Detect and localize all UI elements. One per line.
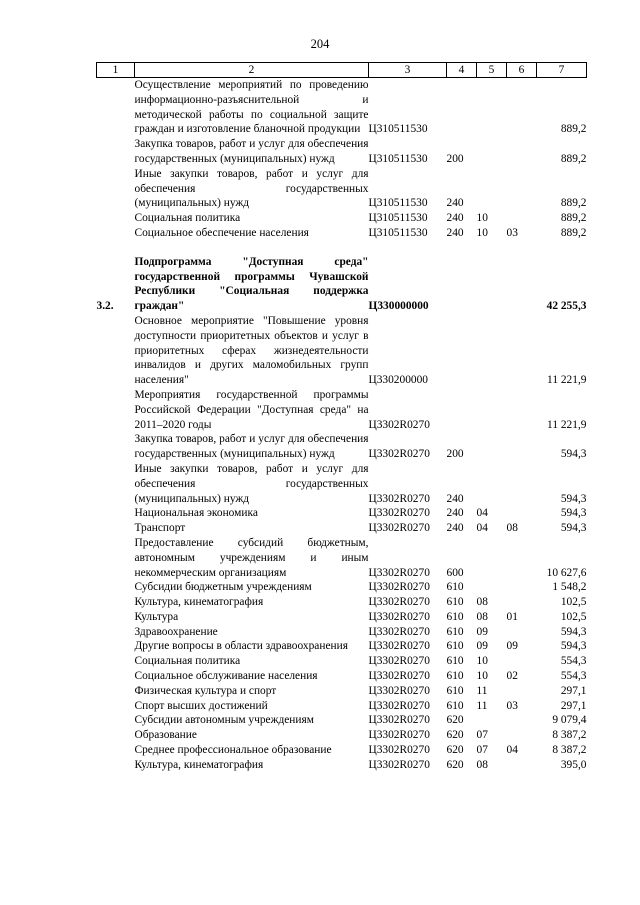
- row-number-cell: [97, 462, 135, 506]
- expense-type-cell: 610: [446, 640, 464, 653]
- target-article-code-cell: Ц3302R0270: [368, 640, 430, 653]
- row-name-cell: Культура: [134, 610, 179, 623]
- table-row: [97, 314, 587, 388]
- section-cell: [477, 255, 507, 314]
- row-number-cell: 3.2.: [96, 300, 114, 313]
- section-cell: [477, 167, 507, 211]
- table-header: [97, 63, 587, 78]
- row-name-cell: Спорт высших достижений: [134, 699, 268, 712]
- sum-cell: 102,5: [560, 610, 587, 623]
- table-row: [97, 78, 587, 138]
- subsection-cell: 09: [506, 640, 518, 653]
- row-name-cell: Основное мероприятие "Повышение уровня доступности приоритетных объектов и услуг в приоритетных сферах жизнедеятельности инвалидов и других маломобильных групп населения": [134, 314, 369, 387]
- expense-type-cell: 200: [446, 448, 464, 461]
- target-article-code-cell: Ц3302R0270: [368, 610, 430, 623]
- expense-type-cell: 620: [446, 729, 464, 742]
- expense-type-cell: 610: [446, 610, 464, 623]
- sum-cell: 10 627,6: [546, 566, 587, 579]
- table-row: [97, 580, 587, 595]
- sum-cell: 8 387,2: [552, 729, 587, 742]
- section-cell: [477, 137, 507, 167]
- subsection-cell: [507, 595, 537, 610]
- subsection-cell: [507, 432, 537, 462]
- expense-type-cell: [447, 314, 477, 388]
- sum-cell: 889,2: [560, 226, 587, 239]
- header-cell-subsection: 6: [507, 63, 537, 78]
- target-article-code-cell: Ц3302R0270: [368, 758, 430, 771]
- sum-cell: 11 221,9: [547, 374, 587, 387]
- sum-cell: 594,3: [560, 507, 587, 520]
- target-article-code-cell: Ц3302R0270: [368, 507, 430, 520]
- row-number-cell: [97, 699, 135, 714]
- row-name-cell: Социальная политика: [134, 212, 241, 225]
- section-cell: 04: [476, 507, 488, 520]
- table-row: [97, 432, 587, 462]
- sum-cell: 102,5: [560, 596, 587, 609]
- subsection-cell: [507, 506, 537, 521]
- page-number: 204: [310, 37, 330, 51]
- target-article-code-cell: Ц330200000: [368, 374, 428, 387]
- subsection-cell: 03: [506, 226, 518, 239]
- target-article-code-cell: Ц3302R0270: [368, 699, 430, 712]
- section-cell: [477, 388, 507, 432]
- table-row: [97, 684, 587, 699]
- subsection-cell: [507, 211, 537, 226]
- section-cell: 10: [476, 670, 488, 683]
- row-number-cell: [97, 639, 135, 654]
- sum-cell: 9 079,4: [552, 714, 587, 727]
- target-article-code-cell: Ц3302R0270: [368, 418, 430, 431]
- subsection-cell: [507, 654, 537, 669]
- subsection-cell: [507, 78, 537, 138]
- sum-cell: 594,3: [560, 640, 587, 653]
- target-article-code-cell: Ц3302R0270: [368, 566, 430, 579]
- expense-type-cell: 610: [446, 670, 464, 683]
- row-name-cell: Социальное обслуживание населения: [134, 670, 318, 683]
- expense-type-cell: 610: [446, 581, 464, 594]
- row-name-cell: Среднее профессиональное образование: [134, 744, 332, 757]
- table-row: [97, 639, 587, 654]
- row-name-cell: Социальное обеспечение населения: [134, 226, 309, 239]
- subsection-cell: [507, 536, 537, 580]
- section-cell: 10: [476, 212, 488, 225]
- row-number-cell: [97, 432, 135, 462]
- row-name-cell: Предоставление субсидий бюджетным, автономным учреждениям и иным некоммерческим организациям: [134, 536, 369, 579]
- expense-type-cell: 240: [446, 212, 464, 225]
- expense-type-cell: 610: [446, 684, 464, 697]
- row-name-cell: Здравоохранение: [134, 625, 218, 638]
- sum-cell: 889,2: [560, 197, 587, 210]
- subsection-cell: [507, 314, 537, 388]
- target-article-code-cell: Ц310511530: [368, 212, 428, 225]
- sum-cell: 395,0: [560, 758, 587, 771]
- row-number-cell: [97, 684, 135, 699]
- section-cell: 11: [476, 684, 488, 697]
- row-name-cell: Осуществление мероприятий по проведению информационно-разъяснительной и методической работы по социальной защите граждан и изготовление бланочной продукции: [134, 79, 369, 136]
- row-number-cell: [97, 728, 135, 743]
- expense-type-cell: 620: [446, 744, 464, 757]
- subsection-cell: [507, 758, 537, 773]
- row-number-cell: [97, 625, 135, 640]
- sum-cell: 554,3: [560, 655, 587, 668]
- table-body: [97, 78, 587, 773]
- table-row: [97, 728, 587, 743]
- row-name-cell: Социальная политика: [134, 655, 241, 668]
- table-row: [97, 388, 587, 432]
- target-article-code-cell: Ц3302R0270: [368, 596, 430, 609]
- expense-type-cell: 610: [446, 596, 464, 609]
- expense-type-cell: 240: [446, 226, 464, 239]
- subsection-cell: [507, 580, 537, 595]
- sum-cell: 594,3: [560, 625, 587, 638]
- section-cell: 07: [476, 744, 488, 757]
- target-article-code-cell: Ц3302R0270: [368, 655, 430, 668]
- expense-type-cell: 610: [446, 625, 464, 638]
- subsection-cell: 04: [506, 744, 518, 757]
- expense-type-cell: 610: [446, 699, 464, 712]
- table-row: [97, 699, 587, 714]
- section-cell: 08: [476, 758, 488, 771]
- section-cell: 10: [476, 655, 488, 668]
- header-row: [97, 63, 587, 78]
- row-number-cell: [97, 610, 135, 625]
- row-number-cell: [97, 78, 135, 138]
- header-cell-name: 2: [135, 63, 369, 78]
- sum-cell: 889,2: [560, 152, 587, 165]
- section-cell: 04: [476, 522, 488, 535]
- row-number-cell: [97, 713, 135, 728]
- sum-cell: 297,1: [560, 699, 587, 712]
- row-name-cell: Иные закупки товаров, работ и услуг для обеспечения государственных (муниципальных) нужд: [134, 167, 369, 210]
- table-row: [97, 669, 587, 684]
- section-cell: 08: [476, 596, 488, 609]
- target-article-code-cell: Ц3302R0270: [368, 581, 430, 594]
- expense-type-cell: 600: [446, 566, 464, 579]
- header-cell-expense-type: 4: [447, 63, 477, 78]
- subsection-cell: [507, 388, 537, 432]
- section-cell: 10: [476, 226, 488, 239]
- sum-cell: 889,2: [560, 212, 587, 225]
- subsection-cell: [507, 713, 537, 728]
- sum-cell: 594,3: [560, 522, 587, 535]
- row-number-cell: [97, 654, 135, 669]
- row-name-cell: Субсидии бюджетным учреждениям: [134, 581, 312, 594]
- section-cell: [477, 462, 507, 506]
- section-cell: [477, 432, 507, 462]
- table-row: [97, 167, 587, 211]
- section-cell: 07: [476, 729, 488, 742]
- subsection-cell: 03: [506, 699, 518, 712]
- section-cell: 09: [476, 640, 488, 653]
- sum-cell: 11 221,9: [547, 418, 587, 431]
- target-article-code-cell: Ц3302R0270: [368, 625, 430, 638]
- row-number-cell: [97, 580, 135, 595]
- expense-type-cell: [447, 78, 477, 138]
- expense-type-cell: [447, 255, 477, 314]
- row-name-cell: Закупка товаров, работ и услуг для обеспечения государственных (муниципальных) нужд: [134, 433, 369, 461]
- section-cell: 08: [476, 610, 488, 623]
- section-cell: [477, 580, 507, 595]
- row-number-cell: [97, 669, 135, 684]
- sum-cell: 1 548,2: [552, 581, 587, 594]
- sum-cell: 42 255,3: [546, 300, 587, 313]
- table-row: [97, 743, 587, 758]
- sum-cell: 594,3: [560, 448, 587, 461]
- subsection-cell: [507, 462, 537, 506]
- header-cell-code: 3: [369, 63, 447, 78]
- row-name-cell: Мероприятия государственной программы Российской Федерации "Доступная среда" на 2011–2020 годы: [134, 388, 369, 431]
- row-number-cell: [97, 743, 135, 758]
- table-row: [97, 610, 587, 625]
- row-name-cell: Закупка товаров, работ и услуг для обеспечения государственных (муниципальных) нужд: [134, 138, 369, 165]
- row-number-cell: [97, 536, 135, 580]
- section-cell: 09: [476, 625, 488, 638]
- row-name-cell: Субсидии автономным учреждениям: [134, 714, 314, 727]
- target-article-code-cell: Ц3302R0270: [368, 684, 430, 697]
- target-article-code-cell: Ц3302R0270: [368, 729, 430, 742]
- table-row: [97, 462, 587, 506]
- sum-cell: 594,3: [560, 492, 587, 505]
- subsection-cell: [507, 625, 537, 640]
- table-row: [97, 595, 587, 610]
- table-row: [97, 211, 587, 226]
- target-article-code-cell: Ц3302R0270: [368, 714, 430, 727]
- target-article-code-cell: Ц3302R0270: [368, 744, 430, 757]
- expense-type-cell: 620: [446, 714, 464, 727]
- table-row: [97, 226, 587, 241]
- section-cell: 11: [476, 699, 488, 712]
- section-cell: [477, 536, 507, 580]
- table-row: [97, 137, 587, 167]
- row-number-cell: [97, 595, 135, 610]
- row-name-cell: Культура, кинематография: [134, 758, 264, 771]
- header-cell-sum: 7: [537, 63, 587, 78]
- expense-type-cell: 240: [446, 522, 464, 535]
- table-row: [97, 536, 587, 580]
- expense-type-cell: 240: [446, 507, 464, 520]
- sum-cell: 8 387,2: [552, 744, 587, 757]
- row-number-cell: [97, 211, 135, 226]
- sum-cell: 297,1: [560, 684, 587, 697]
- row-number-cell: [97, 506, 135, 521]
- expense-type-cell: [447, 388, 477, 432]
- row-name-cell: Физическая культура и спорт: [134, 684, 277, 697]
- row-number-cell: [97, 167, 135, 211]
- target-article-code-cell: Ц310511530: [368, 152, 428, 165]
- subsection-cell: 02: [506, 670, 518, 683]
- table-row: [97, 521, 587, 536]
- target-article-code-cell: Ц310511530: [368, 123, 428, 136]
- row-number-cell: [97, 758, 135, 773]
- target-article-code-cell: Ц3302R0270: [368, 522, 430, 535]
- header-cell-section: 5: [477, 63, 507, 78]
- expense-type-cell: 200: [446, 152, 464, 165]
- budget-table: [96, 62, 587, 773]
- row-number-cell: [97, 137, 135, 167]
- row-number-cell: [97, 521, 135, 536]
- target-article-code-cell: Ц3302R0270: [368, 448, 430, 461]
- table-row: [97, 758, 587, 773]
- table-row: [97, 713, 587, 728]
- section-cell: [477, 314, 507, 388]
- row-number-cell: [97, 314, 135, 388]
- row-name-cell: Культура, кинематография: [134, 596, 264, 609]
- target-article-code-cell: Ц3302R0270: [368, 492, 430, 505]
- sum-cell: 889,2: [560, 123, 587, 136]
- spacer-row: [97, 241, 587, 255]
- row-number-cell: [97, 226, 135, 241]
- spacer-cell: [97, 241, 587, 255]
- row-name-cell: Транспорт: [134, 522, 186, 535]
- section-cell: [477, 78, 507, 138]
- row-number-cell: [97, 388, 135, 432]
- expense-type-cell: 240: [446, 492, 464, 505]
- expense-type-cell: 610: [446, 655, 464, 668]
- table-row: [97, 625, 587, 640]
- subsection-cell: [507, 167, 537, 211]
- target-article-code-cell: Ц310511530: [368, 226, 428, 239]
- header-cell-number: 1: [97, 63, 135, 78]
- subsection-cell: [507, 255, 537, 314]
- row-name-cell: Национальная экономика: [134, 507, 258, 520]
- expense-type-cell: 240: [446, 197, 464, 210]
- subsection-cell: 01: [506, 610, 518, 623]
- table-row: [97, 255, 587, 314]
- subsection-cell: [507, 137, 537, 167]
- table-row: [97, 506, 587, 521]
- row-name-cell: Подпрограмма "Доступная среда" государственной программы Чувашской Республики "Социальная поддержка граждан": [134, 255, 369, 313]
- subsection-cell: [507, 684, 537, 699]
- section-cell: [477, 713, 507, 728]
- target-article-code-cell: Ц330000000: [368, 300, 429, 313]
- subsection-cell: [507, 728, 537, 743]
- subsection-cell: 08: [506, 522, 518, 535]
- table-row: [97, 654, 587, 669]
- row-name-cell: Другие вопросы в области здравоохранения: [134, 640, 348, 653]
- expense-type-cell: 620: [446, 758, 464, 771]
- row-name-cell: Образование: [134, 729, 197, 742]
- target-article-code-cell: Ц3302R0270: [368, 670, 430, 683]
- sum-cell: 554,3: [560, 670, 587, 683]
- row-name-cell: Иные закупки товаров, работ и услуг для обеспечения государственных (муниципальных) нужд: [134, 462, 369, 505]
- target-article-code-cell: Ц310511530: [368, 197, 428, 210]
